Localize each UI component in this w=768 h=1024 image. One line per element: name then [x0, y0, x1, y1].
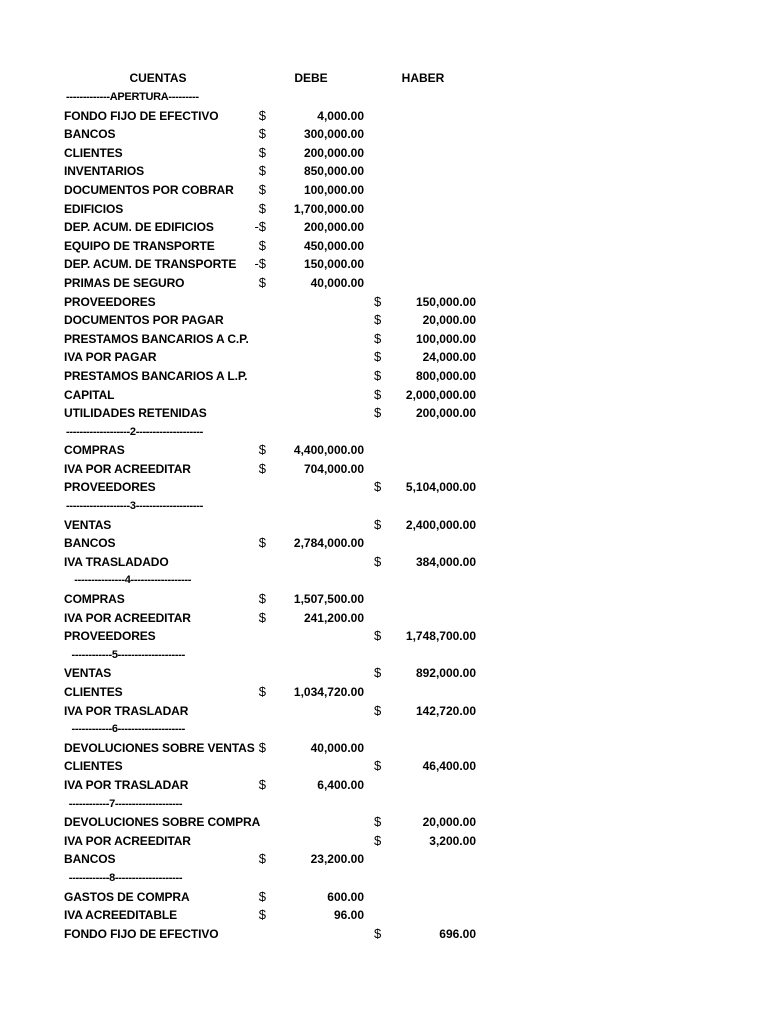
debe-currency-sign: $	[258, 144, 266, 160]
haber-currency-sign: $	[374, 702, 382, 718]
debe-currency-sign: $	[258, 851, 266, 867]
debe-amount: 4,000.00	[317, 108, 364, 123]
account-name: COMPRAS	[64, 592, 125, 607]
journal-row	[0, 460, 768, 479]
account-name: DEP. ACUM. DE EDIFICIOS	[64, 220, 214, 235]
debe-currency-sign: $	[258, 460, 266, 476]
debe-amount: 6,400.00	[317, 777, 364, 792]
debe-amount: 600.00	[327, 889, 364, 904]
haber-currency-sign: $	[374, 312, 382, 328]
separator-text: -------------------3--------------------	[66, 500, 203, 513]
haber-amount: 3,200.00	[429, 833, 476, 848]
journal-row	[0, 776, 768, 795]
debe-amount: 300,000.00	[303, 127, 364, 142]
separator-text: -------------APERTURA---------	[66, 91, 199, 103]
debe-amount: 150,000.00	[303, 257, 364, 272]
account-name: EQUIPO DE TRANSPORTE	[64, 238, 215, 253]
journal-row	[0, 274, 768, 293]
haber-amount: 892,000.00	[415, 666, 476, 681]
journal-row	[0, 534, 768, 553]
account-name: GASTOS DE COMPRA	[64, 889, 190, 904]
haber-amount: 46,400.00	[422, 759, 476, 774]
debe-currency-sign: $	[258, 684, 266, 699]
journal-row	[0, 348, 768, 367]
debe-amount: 200,000.00	[303, 145, 364, 160]
debe-amount: 1,700,000.00	[293, 201, 364, 216]
account-name: BANCOS	[64, 127, 116, 142]
haber-currency-sign: $	[374, 405, 382, 421]
journal-row	[0, 609, 768, 628]
debe-currency-sign: $	[258, 442, 266, 458]
section-separator	[0, 646, 768, 665]
account-name: IVA POR ACREEDITAR	[64, 833, 191, 848]
debe-currency-sign: $	[258, 163, 266, 179]
section-separator	[0, 869, 768, 888]
account-name: COMPRAS	[64, 443, 125, 458]
account-name: PRESTAMOS BANCARIOS A L.P.	[64, 368, 248, 383]
haber-amount: 142,720.00	[415, 703, 476, 718]
debe-amount: 96.00	[333, 908, 364, 923]
haber-amount: 5,104,000.00	[405, 480, 476, 495]
account-name: CLIENTES	[64, 685, 123, 699]
debe-currency-sign: $	[258, 200, 266, 216]
section-separator	[0, 795, 768, 814]
haber-amount: 696.00	[439, 926, 476, 941]
haber-currency-sign: $	[374, 479, 382, 495]
header-cuentas: CUENTAS	[129, 71, 187, 85]
journal-row	[0, 330, 768, 349]
haber-currency-sign: $	[374, 293, 382, 309]
journal-row	[0, 702, 768, 721]
journal-row	[0, 144, 768, 163]
haber-amount: 200,000.00	[415, 406, 476, 421]
journal-row	[0, 200, 768, 219]
journal-row	[0, 813, 768, 832]
journal-row	[0, 888, 768, 907]
section-separator	[0, 88, 768, 107]
journal-row	[0, 478, 768, 497]
account-name: IVA POR TRASLADAR	[64, 703, 189, 718]
debe-currency-sign: $	[258, 907, 266, 923]
section-separator	[0, 720, 768, 739]
debe-currency-sign: $	[258, 237, 266, 253]
account-name: IVA TRASLADADO	[64, 554, 169, 569]
account-name: PROVEEDORES	[64, 480, 156, 495]
debe-amount: 100,000.00	[303, 182, 364, 197]
account-name: INVENTARIOS	[64, 164, 145, 179]
journal-row	[0, 162, 768, 181]
debe-currency-sign: $	[258, 107, 266, 123]
separator-text: ------------5--------------------	[66, 648, 185, 661]
journal-row	[0, 293, 768, 312]
account-name: UTILIDADES RETENIDAS	[64, 406, 207, 421]
haber-amount: 384,000.00	[415, 554, 476, 569]
account-name: FONDO FIJO DE EFECTIVO	[64, 108, 219, 123]
debe-currency-sign: $	[258, 609, 266, 625]
account-name: FONDO FIJO DE EFECTIVO	[64, 926, 219, 941]
journal-row	[0, 739, 768, 758]
journal-row	[0, 125, 768, 144]
account-name: IVA POR TRASLADAR	[64, 777, 189, 792]
debe-amount: 704,000.00	[303, 461, 364, 476]
separator-text: ------------6--------------------	[66, 723, 185, 736]
account-name: BANCOS	[64, 852, 116, 867]
account-name: DOCUMENTOS POR PAGAR	[64, 313, 224, 328]
haber-currency-sign: $	[374, 832, 382, 848]
account-name: IVA POR ACREEDITAR	[64, 461, 191, 476]
journal-row	[0, 218, 768, 237]
haber-currency-sign: $	[374, 925, 382, 941]
debe-amount: 23,200.00	[310, 852, 364, 867]
debe-currency-sign: $	[258, 739, 266, 755]
haber-amount: 20,000.00	[422, 815, 476, 830]
separator-text: -------------------2--------------------	[66, 425, 203, 438]
debe-amount: 1,034,720.00	[293, 685, 364, 699]
haber-amount: 20,000.00	[422, 313, 476, 328]
journal-row	[0, 311, 768, 330]
debe-amount: 450,000.00	[303, 238, 364, 253]
haber-currency-sign: $	[374, 349, 382, 365]
account-name: DEVOLUCIONES SOBRE COMPRA	[64, 815, 261, 830]
debe-currency-sign: -$	[254, 256, 266, 272]
haber-amount: 24,000.00	[422, 350, 476, 365]
journal-row	[0, 237, 768, 256]
debe-amount: 200,000.00	[303, 220, 364, 235]
account-name: BANCOS	[64, 536, 116, 551]
debe-amount: 40,000.00	[310, 740, 364, 755]
section-separator	[0, 423, 768, 442]
section-separator	[0, 571, 768, 590]
journal-row	[0, 367, 768, 386]
debe-currency-sign: $	[258, 274, 266, 290]
account-name: CLIENTES	[64, 759, 123, 774]
journal-row	[0, 683, 768, 702]
separator-text: ------------7--------------------	[66, 797, 183, 810]
haber-currency-sign: $	[374, 516, 382, 532]
account-name: VENTAS	[64, 666, 112, 681]
haber-amount: 2,400,000.00	[405, 517, 476, 532]
journal-row	[0, 757, 768, 776]
debe-amount: 40,000.00	[310, 275, 364, 290]
debe-currency-sign: $	[258, 591, 266, 607]
haber-currency-sign: $	[374, 665, 382, 681]
account-name: VENTAS	[64, 517, 112, 532]
haber-amount: 800,000.00	[415, 368, 476, 383]
separator-text: ---------------4------------------	[66, 574, 192, 587]
debe-currency-sign: $	[258, 126, 266, 142]
account-name: EDIFICIOS	[64, 201, 124, 216]
journal-row	[0, 441, 768, 460]
account-name: CLIENTES	[64, 145, 123, 160]
account-name: IVA POR ACREEDITAR	[64, 610, 191, 625]
journal-row	[0, 906, 768, 925]
journal-row	[0, 664, 768, 683]
haber-amount: 2,000,000.00	[405, 387, 476, 402]
journal-row	[0, 850, 768, 869]
haber-currency-sign: $	[374, 814, 382, 830]
header-haber: HABER	[401, 71, 445, 85]
haber-currency-sign: $	[374, 367, 382, 383]
journal-row	[0, 255, 768, 274]
account-name: IVA POR PAGAR	[64, 350, 157, 365]
account-name: DEVOLUCIONES SOBRE VENTAS	[64, 740, 255, 755]
account-name: PROVEEDORES	[64, 629, 156, 644]
debe-amount: 2,784,000.00	[293, 536, 364, 551]
journal-row	[0, 553, 768, 572]
haber-currency-sign: $	[374, 553, 382, 569]
account-name: PRIMAS DE SEGURO	[64, 275, 185, 290]
debe-amount: 4,400,000.00	[293, 443, 364, 458]
journal-row	[0, 404, 768, 423]
journal-row	[0, 627, 768, 646]
debe-currency-sign: $	[258, 181, 266, 197]
account-name: CAPITAL	[64, 387, 115, 402]
account-name: PROVEEDORES	[64, 294, 156, 309]
journal-row	[0, 832, 768, 851]
debe-currency-sign: $	[258, 535, 266, 551]
haber-amount: 150,000.00	[415, 294, 476, 309]
haber-amount: 100,000.00	[415, 331, 476, 346]
debe-currency-sign: -$	[254, 219, 266, 235]
journal-row	[0, 181, 768, 200]
journal-row	[0, 107, 768, 126]
debe-amount: 241,200.00	[303, 610, 364, 625]
haber-currency-sign: $	[374, 628, 382, 644]
journal-rows	[0, 88, 768, 943]
journal-row	[0, 925, 768, 944]
header-debe: DEBE	[294, 71, 328, 85]
separator-text: ------------8--------------------	[66, 871, 183, 884]
journal-row	[0, 516, 768, 535]
haber-currency-sign: $	[374, 386, 382, 402]
journal-row	[0, 386, 768, 405]
journal-row	[0, 590, 768, 609]
account-name: IVA ACREEDITABLE	[64, 908, 178, 923]
account-name: PRESTAMOS BANCARIOS A C.P.	[64, 331, 249, 346]
haber-amount: 1,748,700.00	[405, 629, 476, 644]
debe-amount: 1,507,500.00	[293, 592, 364, 607]
haber-currency-sign: $	[374, 330, 382, 346]
account-name: DOCUMENTOS POR COBRAR	[64, 182, 234, 197]
section-separator	[0, 497, 768, 516]
account-name: DEP. ACUM. DE TRANSPORTE	[64, 257, 237, 272]
debe-currency-sign: $	[258, 888, 266, 904]
haber-currency-sign: $	[374, 758, 382, 774]
debe-amount: 850,000.00	[303, 164, 364, 179]
debe-currency-sign: $	[258, 776, 266, 792]
